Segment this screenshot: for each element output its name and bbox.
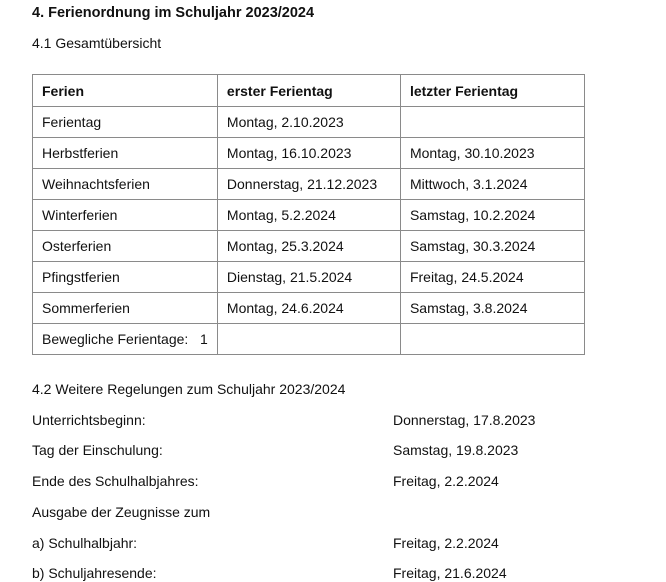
section-title-regulations: 4.2 Weitere Regelungen zum Schuljahr 2023/2024 — [32, 381, 346, 397]
last-day: Mittwoch, 3.1.2024 — [400, 169, 584, 200]
page-heading: 4. Ferienordnung im Schuljahr 2023/2024 — [32, 5, 315, 21]
rule-label-year-end-report: b) Schuljahresende: — [32, 565, 157, 581]
holiday-table — [32, 74, 585, 355]
first-day — [217, 324, 400, 355]
table-row — [33, 200, 585, 231]
rule-value-year-end-report: Freitag, 21.6.2024 — [393, 565, 507, 581]
rule-value-half-year-report: Freitag, 2.2.2024 — [393, 535, 499, 551]
last-day: Montag, 30.10.2023 — [400, 138, 584, 169]
last-day: Freitag, 24.5.2024 — [400, 262, 584, 293]
first-day: Montag, 2.10.2023 — [217, 107, 400, 138]
rule-label-half-year-report: a) Schulhalbjahr: — [32, 535, 138, 551]
last-day: Samstag, 10.2.2024 — [400, 200, 584, 231]
rule-label-half-year-end: Ende des Schulhalbjahres: — [32, 473, 199, 489]
first-day: Montag, 25.3.2024 — [217, 231, 400, 262]
rule-value-enrollment-day: Samstag, 19.8.2023 — [393, 442, 519, 458]
table-row — [33, 293, 585, 324]
last-day: Samstag, 3.8.2024 — [400, 293, 584, 324]
rule-label-report-cards: Ausgabe der Zeugnisse zum — [32, 504, 211, 520]
rule-value-half-year-end: Freitag, 2.2.2024 — [393, 473, 499, 489]
first-day: Montag, 24.6.2024 — [217, 293, 400, 324]
holiday-name: Herbstferien — [33, 138, 218, 169]
column-header-last-day: letzter Ferientag — [400, 75, 584, 107]
first-day: Dienstag, 21.5.2024 — [217, 262, 400, 293]
last-day — [400, 107, 584, 138]
table-row — [33, 138, 585, 169]
first-day: Donnerstag, 21.12.2023 — [217, 169, 400, 200]
last-day — [400, 324, 584, 355]
first-day: Montag, 16.10.2023 — [217, 138, 400, 169]
table-row — [33, 169, 585, 200]
column-header-first-day: erster Ferientag — [217, 75, 400, 107]
holiday-name: Weihnachtsferien — [33, 169, 218, 200]
table-row — [33, 107, 585, 138]
holiday-name: Osterferien — [33, 231, 218, 262]
holiday-name: Pfingstferien — [33, 262, 218, 293]
movable-holidays: Bewegliche Ferientage: 1 — [33, 324, 218, 355]
holiday-name: Ferientag — [33, 107, 218, 138]
rule-value-school-start: Donnerstag, 17.8.2023 — [393, 412, 536, 428]
holiday-name: Winterferien — [33, 200, 218, 231]
table-row — [33, 324, 585, 355]
section-title-overview: 4.1 Gesamtübersicht — [32, 35, 162, 51]
table-row — [33, 262, 585, 293]
table-row — [33, 231, 585, 262]
last-day: Samstag, 30.3.2024 — [400, 231, 584, 262]
table-header-row — [33, 75, 585, 107]
holiday-name: Sommerferien — [33, 293, 218, 324]
rule-label-enrollment-day: Tag der Einschulung: — [32, 442, 163, 458]
column-header-ferien: Ferien — [33, 75, 218, 107]
first-day: Montag, 5.2.2024 — [217, 200, 400, 231]
rule-label-school-start: Unterrichtsbeginn: — [32, 412, 146, 428]
